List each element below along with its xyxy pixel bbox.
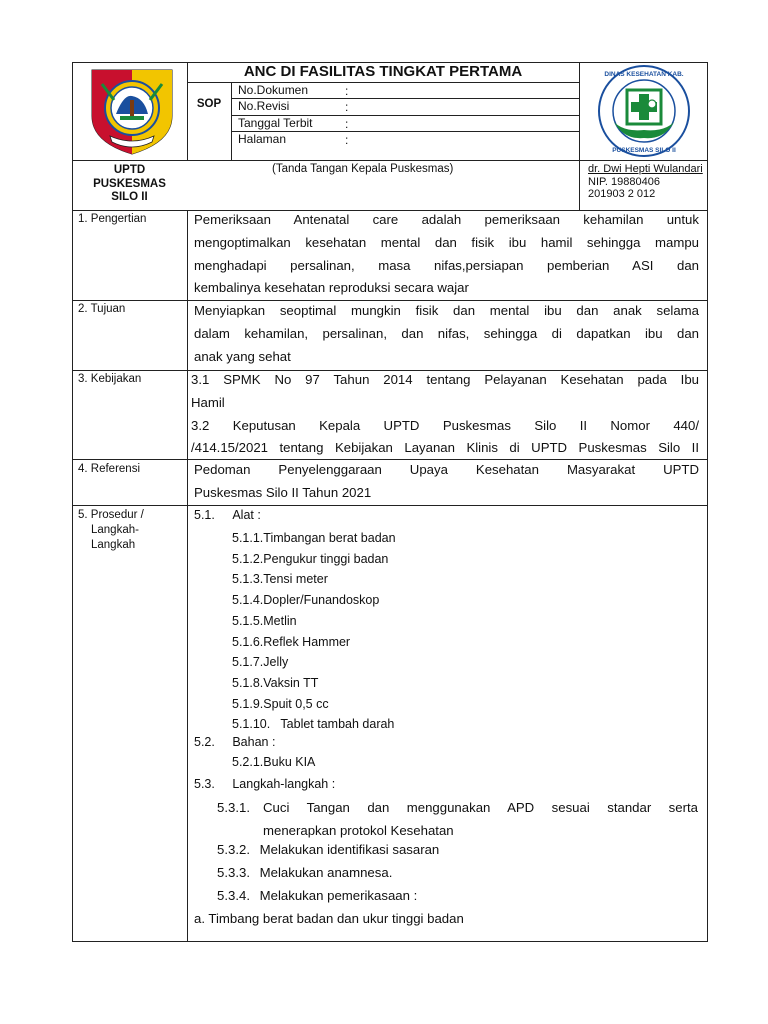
alat-heading bbox=[194, 508, 261, 522]
text-line: dalam kehamilan, persalinan, dan nifas, sehingga di dapatkan ibu dan bbox=[194, 325, 699, 341]
step-number: 5.3.4. bbox=[217, 888, 250, 903]
official-name: dr. Dwi Hepti Wulandari bbox=[588, 163, 703, 175]
svg-text:PUSKESMAS SILO II: PUSKESMAS SILO II bbox=[612, 147, 676, 154]
bahan-heading bbox=[194, 735, 275, 749]
field-no-dokumen-sep: : bbox=[345, 84, 349, 98]
text-line: Puskesmas Silo II Tahun 2021 bbox=[194, 484, 372, 500]
bahan-label: Bahan : bbox=[232, 735, 276, 749]
dinas-kesehatan-logo bbox=[584, 64, 704, 158]
divider bbox=[72, 505, 708, 506]
step-text: Melakukan anamnesa. bbox=[259, 865, 393, 880]
label-line: 5. Prosedur / bbox=[78, 509, 144, 521]
official-signatory bbox=[588, 163, 704, 201]
list-item: 5.1.3.Tensi meter bbox=[232, 572, 328, 587]
alat-number: 5.1. bbox=[194, 508, 215, 522]
text-line: menerapkan protokol Kesehatan bbox=[263, 822, 454, 838]
jember-crest-logo bbox=[86, 64, 178, 156]
step-number: 5.3.1. bbox=[217, 800, 250, 815]
text-line: mengoptimalkan kesehatan mental dan fisik ibu hamil sehingga mampu bbox=[194, 234, 699, 250]
frame-right bbox=[707, 62, 708, 942]
org-line: SILO II bbox=[111, 191, 148, 203]
langkah-number: 5.3. bbox=[194, 777, 215, 791]
text-line: 3.1 SPMK No 97 Tahun 2014 tentang Pelayanan Kesehatan pada Ibu bbox=[191, 372, 699, 387]
list-item: 5.2.1.Buku KIA bbox=[232, 755, 316, 769]
official-nip: NIP. 19880406 bbox=[588, 175, 660, 188]
section-content-tujuan bbox=[194, 300, 699, 368]
field-tanggal-terbit-sep: : bbox=[345, 117, 349, 131]
org-name bbox=[72, 164, 187, 205]
signature-note: (Tanda Tangan Kepala Puskesmas) bbox=[272, 163, 454, 175]
list-item: 5.1.8.Vaksin TT bbox=[232, 675, 319, 690]
step-5-3-2 bbox=[217, 842, 439, 857]
langkah-heading bbox=[194, 777, 335, 791]
divider bbox=[72, 160, 708, 161]
list-item: 5.1.5.Metlin bbox=[232, 613, 297, 628]
document-title: ANC DI FASILITAS TINGKAT PERTAMA bbox=[243, 63, 523, 80]
step-5-3-4 bbox=[217, 888, 417, 903]
section-content-kebijakan bbox=[191, 369, 699, 460]
step-text: Melakukan identifikasi sasaran bbox=[259, 842, 440, 857]
field-tanggal-terbit-label: Tanggal Terbit bbox=[238, 116, 313, 130]
divider bbox=[579, 62, 580, 210]
alat-list bbox=[232, 528, 396, 735]
list-item: 5.1.1.Timbangan berat badan bbox=[232, 531, 396, 545]
text-line: menghadapi persalinan, masa nifas,persiapan pemberian ASI dan bbox=[194, 257, 699, 273]
langkah-label: Langkah-langkah : bbox=[232, 777, 336, 791]
step-text: Melakukan pemerikasaan : bbox=[259, 888, 418, 903]
step-sub-a: a. Timbang berat badan dan ukur tinggi badan bbox=[194, 911, 464, 926]
text-line: kembalinya kesehatan reproduksi secara wajar bbox=[194, 280, 469, 296]
alat-label: Alat : bbox=[232, 508, 261, 522]
list-item: 5.1.2.Pengukur tinggi badan bbox=[232, 551, 389, 566]
text-line: /414.15/2021 tentang Kebijakan Layanan Klinis di UPTD Puskesmas Silo II bbox=[191, 440, 699, 456]
svg-text:DINAS KESEHATAN KAB.: DINAS KESEHATAN KAB. bbox=[604, 71, 684, 78]
label-line: Langkah- bbox=[91, 524, 139, 536]
section-label-pengertian: 1. Pengertian bbox=[78, 213, 147, 225]
list-item: 5.1.7.Jelly bbox=[232, 655, 289, 670]
list-item: 5.1.6.Reflek Hammer bbox=[232, 634, 351, 649]
section-label-tujuan: 2. Tujuan bbox=[78, 303, 126, 315]
section-label-prosedur bbox=[78, 508, 144, 553]
step-5-3-3 bbox=[217, 865, 392, 880]
section-label-referensi: 4. Referensi bbox=[78, 463, 141, 475]
text-line: anak yang sehat bbox=[194, 348, 291, 364]
official-nip: 201903 2 012 bbox=[588, 188, 656, 200]
field-halaman-label: Halaman bbox=[238, 132, 287, 146]
field-no-dokumen-label: No.Dokumen bbox=[238, 83, 309, 97]
text-line: Cuci Tangan dan menggunakan APD sesuai standar serta bbox=[263, 800, 698, 815]
list-item: 5.1.4.Dopler/Funandoskop bbox=[232, 593, 380, 608]
text-line: Menyiapkan seoptimal mungkin fisik dan mental ibu dan anak selama bbox=[194, 303, 699, 318]
text-line: Pedoman Penyelenggaraan Upaya Kesehatan Masyarakat UPTD bbox=[194, 462, 699, 477]
section-content-referensi bbox=[194, 459, 699, 505]
section-content-pengertian bbox=[194, 209, 699, 300]
list-item: 5.1.10. Tablet tambah darah bbox=[232, 717, 395, 732]
sop-document bbox=[72, 62, 708, 942]
text-line: Pemeriksaan Antenatal care adalah pemeriksaan kehamilan untuk bbox=[194, 212, 699, 227]
org-line: PUSKESMAS bbox=[93, 177, 166, 190]
list-item: 5.1.9.Spuit 0,5 cc bbox=[232, 696, 329, 711]
field-no-revisi-label: No.Revisi bbox=[238, 99, 290, 113]
frame-bottom bbox=[72, 941, 708, 942]
org-line: UPTD bbox=[113, 164, 146, 176]
field-halaman-sep: : bbox=[345, 133, 349, 147]
step-text bbox=[263, 797, 698, 843]
sop-label: SOP bbox=[196, 98, 222, 110]
step-number: 5.3.2. bbox=[217, 842, 250, 857]
divider bbox=[187, 210, 188, 942]
bahan-number: 5.2. bbox=[194, 735, 215, 749]
divider bbox=[231, 82, 232, 160]
bahan-list bbox=[232, 755, 315, 769]
field-no-revisi-sep: : bbox=[345, 100, 349, 114]
label-line: Langkah bbox=[91, 539, 136, 551]
text-line: 3.2 Keputusan Kepala UPTD Puskesmas Silo II Nomor 440/ bbox=[191, 417, 699, 433]
section-label-kebijakan: 3. Kebijakan bbox=[78, 373, 142, 385]
text-line: Hamil bbox=[191, 394, 225, 410]
step-number: 5.3.3. bbox=[217, 865, 250, 880]
